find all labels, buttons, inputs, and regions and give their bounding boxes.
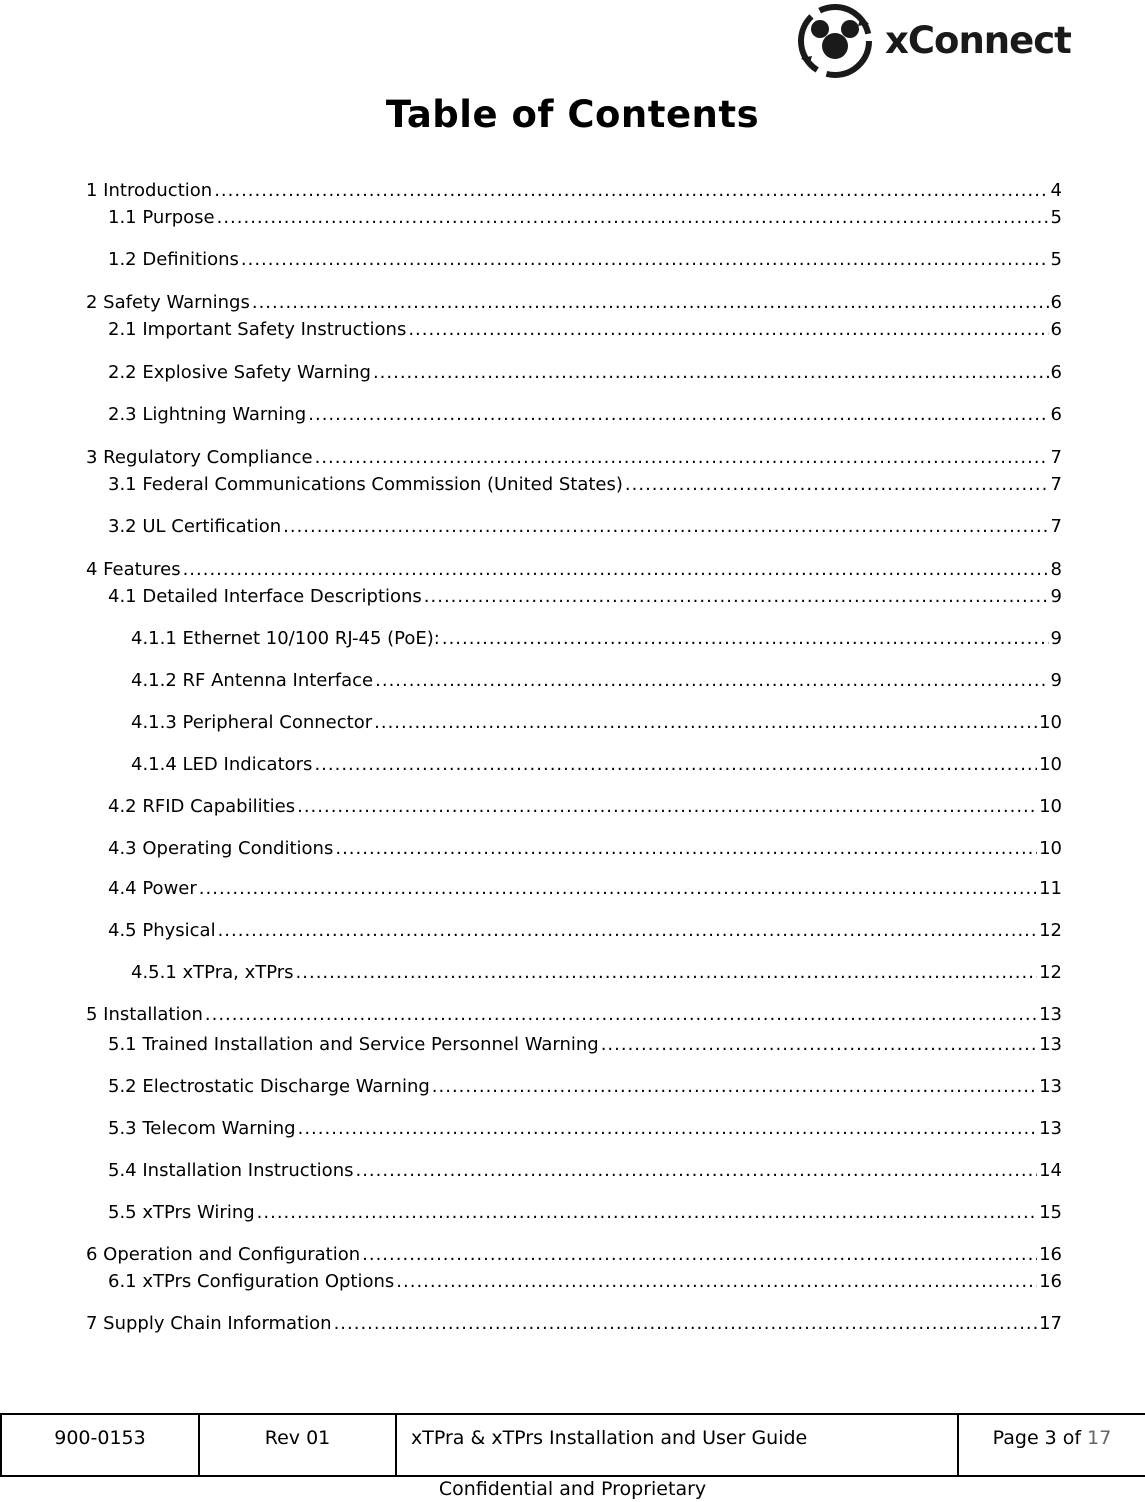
toc-entry-title: 4.1.4 LED Indicators	[131, 754, 313, 775]
toc-entry-page: 6	[1050, 362, 1062, 383]
toc-entry[interactable]	[108, 402, 1062, 428]
toc-entry-title: 4.5 Physical	[108, 920, 216, 941]
toc-entry-title: 6.1 xTPrs Configuration Options	[108, 1271, 395, 1292]
toc-entry[interactable]	[108, 360, 1062, 386]
toc-dot-leader	[355, 1158, 1037, 1184]
toc-entry[interactable]	[86, 1311, 1062, 1337]
footer-table	[0, 1413, 1145, 1477]
toc-entry[interactable]	[131, 960, 1062, 986]
toc-entry[interactable]	[86, 290, 1062, 316]
toc-entry-title: 5.5 xTPrs Wiring	[108, 1202, 255, 1223]
toc-entry[interactable]	[108, 1116, 1062, 1142]
toc-entry[interactable]	[131, 710, 1062, 736]
confidential-notice: Confidential and Proprietary	[438, 1478, 707, 1500]
toc-entry[interactable]	[108, 1269, 1062, 1295]
toc-dot-leader	[442, 626, 1049, 652]
toc-entry[interactable]	[131, 626, 1062, 652]
toc-dot-leader	[424, 584, 1049, 610]
toc-entry-title: 3.1 Federal Communications Commission (United States)	[108, 474, 623, 495]
toc-entry[interactable]	[86, 445, 1062, 471]
toc-dot-leader	[408, 317, 1048, 343]
toc-entry-title: 4.5.1 xTPra, xTPrs	[131, 962, 294, 983]
toc-entry-title: 1.2 Definitions	[108, 249, 239, 270]
toc-entry-page: 8	[1050, 559, 1062, 580]
toc-dot-leader	[373, 360, 1049, 386]
toc-entry-page: 13	[1039, 1118, 1062, 1139]
toc-entry[interactable]	[131, 752, 1062, 778]
toc-dot-leader	[241, 247, 1049, 273]
toc-dot-leader	[396, 1269, 1037, 1295]
footer-doc-number: 900-0153	[1, 1414, 199, 1476]
toc-entry[interactable]	[86, 1242, 1062, 1268]
toc-entry[interactable]	[108, 1032, 1062, 1058]
toc-entry-page: 10	[1039, 838, 1062, 859]
toc-dot-leader	[205, 1002, 1037, 1028]
toc-dot-leader	[335, 836, 1037, 862]
toc-entry[interactable]	[86, 557, 1062, 583]
toc-entry[interactable]	[108, 794, 1062, 820]
toc-entry[interactable]	[108, 836, 1062, 862]
toc-entry-title: 6 Operation and Configuration	[86, 1244, 361, 1265]
page-title: Table of Contents	[385, 93, 760, 136]
toc-entry[interactable]	[108, 247, 1062, 273]
toc-entry-title: 7 Supply Chain Information	[86, 1313, 332, 1334]
toc-dot-leader	[314, 752, 1037, 778]
toc-entry-page: 4	[1050, 180, 1062, 201]
toc-entry[interactable]	[108, 1074, 1062, 1100]
toc-entry-title: 4.3 Operating Conditions	[108, 838, 334, 859]
toc-entry-page: 6	[1050, 319, 1062, 340]
toc-dot-leader	[183, 557, 1049, 583]
toc-entry-page: 15	[1039, 1202, 1062, 1223]
toc-entry-page: 9	[1050, 670, 1062, 691]
toc-dot-leader	[432, 1074, 1037, 1100]
toc-entry-title: 3.2 UL Certification	[108, 516, 282, 537]
toc-dot-leader	[625, 472, 1049, 498]
toc-dot-leader	[283, 514, 1048, 540]
toc-dot-leader	[214, 178, 1048, 204]
toc-entry[interactable]	[86, 178, 1062, 204]
footer-doc-title: xTPra & xTPrs Installation and User Guide	[396, 1414, 958, 1476]
toc-entry-title: 2.1 Important Safety Instructions	[108, 319, 407, 340]
toc-entry-title: 1.1 Purpose	[108, 207, 215, 228]
toc-entry-page: 10	[1039, 796, 1062, 817]
toc-entry[interactable]	[108, 317, 1062, 343]
toc-entry-page: 6	[1050, 404, 1062, 425]
footer-revision: Rev 01	[199, 1414, 396, 1476]
toc-entry[interactable]	[108, 918, 1062, 944]
toc-entry-title: 4.2 RFID Capabilities	[108, 796, 296, 817]
toc-entry-page: 5	[1050, 207, 1062, 228]
logo-wordmark: xConnect	[885, 18, 1071, 62]
toc-entry-title: 4 Features	[86, 559, 181, 580]
toc-entry-page: 10	[1039, 712, 1062, 733]
toc-dot-leader	[296, 960, 1038, 986]
toc-entry-page: 12	[1039, 920, 1062, 941]
toc-entry-title: 4.4 Power	[108, 878, 197, 899]
toc-entry[interactable]	[108, 514, 1062, 540]
toc-entry-page: 13	[1039, 1034, 1062, 1055]
xconnect-logo	[795, 2, 1070, 78]
toc-dot-leader	[252, 290, 1049, 316]
footer-page-total: 17	[1087, 1427, 1112, 1449]
toc-entry-page: 9	[1050, 586, 1062, 607]
toc-dot-leader	[297, 794, 1037, 820]
toc-entry-page: 16	[1039, 1271, 1062, 1292]
toc-entry[interactable]	[108, 1200, 1062, 1226]
toc-entry-page: 16	[1039, 1244, 1062, 1265]
toc-entry-title: 4.1.3 Peripheral Connector	[131, 712, 373, 733]
toc-entry-title: 2.2 Explosive Safety Warning	[108, 362, 371, 383]
toc-dot-leader	[375, 668, 1048, 694]
toc-entry[interactable]	[108, 876, 1062, 902]
toc-dot-leader	[218, 918, 1038, 944]
toc-dot-leader	[315, 445, 1049, 471]
toc-entry[interactable]	[86, 1002, 1062, 1028]
toc-entry-title: 5 Installation	[86, 1004, 203, 1025]
toc-entry-page: 7	[1050, 516, 1062, 537]
toc-dot-leader	[308, 402, 1048, 428]
toc-entry-title: 2 Safety Warnings	[86, 292, 250, 313]
toc-entry-title: 4.1.1 Ethernet 10/100 RJ-45 (PoE):	[131, 628, 440, 649]
toc-entry[interactable]	[108, 472, 1062, 498]
toc-dot-leader	[217, 205, 1049, 231]
toc-entry-title: 5.2 Electrostatic Discharge Warning	[108, 1076, 430, 1097]
mouse-ears-cycle-icon	[795, 2, 875, 78]
toc-entry-page: 14	[1039, 1160, 1062, 1181]
toc-dot-leader	[199, 876, 1037, 902]
toc-entry-page: 7	[1050, 447, 1062, 468]
toc-entry[interactable]	[131, 668, 1062, 694]
toc-entry-title: 3 Regulatory Compliance	[86, 447, 313, 468]
toc-entry-page: 5	[1050, 249, 1062, 270]
toc-entry-page: 17	[1039, 1313, 1062, 1334]
footer-page-prefix: Page 3 of	[992, 1427, 1082, 1449]
toc-entry-title: 1 Introduction	[86, 180, 213, 201]
toc-entry-title: 4.1.2 RF Antenna Interface	[131, 670, 374, 691]
toc-entry-title: 4.1 Detailed Interface Descriptions	[108, 586, 422, 607]
toc-dot-leader	[298, 1116, 1037, 1142]
toc-entry[interactable]	[108, 1158, 1062, 1184]
toc-dot-leader	[257, 1200, 1037, 1226]
toc-entry-page: 6	[1050, 292, 1062, 313]
toc-entry-page: 12	[1039, 962, 1062, 983]
toc-entry[interactable]	[108, 205, 1062, 231]
toc-entry-page: 13	[1039, 1004, 1062, 1025]
toc-entry-page: 7	[1050, 474, 1062, 495]
toc-entry-title: 5.3 Telecom Warning	[108, 1118, 296, 1139]
toc-dot-leader	[601, 1032, 1037, 1058]
toc-entry-page: 9	[1050, 628, 1062, 649]
toc-dot-leader	[334, 1311, 1038, 1337]
toc-dot-leader	[362, 1242, 1037, 1268]
toc-dot-leader	[374, 710, 1037, 736]
toc-entry-title: 2.3 Lightning Warning	[108, 404, 307, 425]
toc-entry-page: 10	[1039, 754, 1062, 775]
toc-entry[interactable]	[108, 584, 1062, 610]
toc-entry-title: 5.1 Trained Installation and Service Personnel Warning	[108, 1034, 599, 1055]
toc-entry-title: 5.4 Installation Instructions	[108, 1160, 354, 1181]
footer-page-number	[958, 1414, 1145, 1476]
toc-entry-page: 11	[1039, 878, 1062, 899]
toc-entry-page: 13	[1039, 1076, 1062, 1097]
